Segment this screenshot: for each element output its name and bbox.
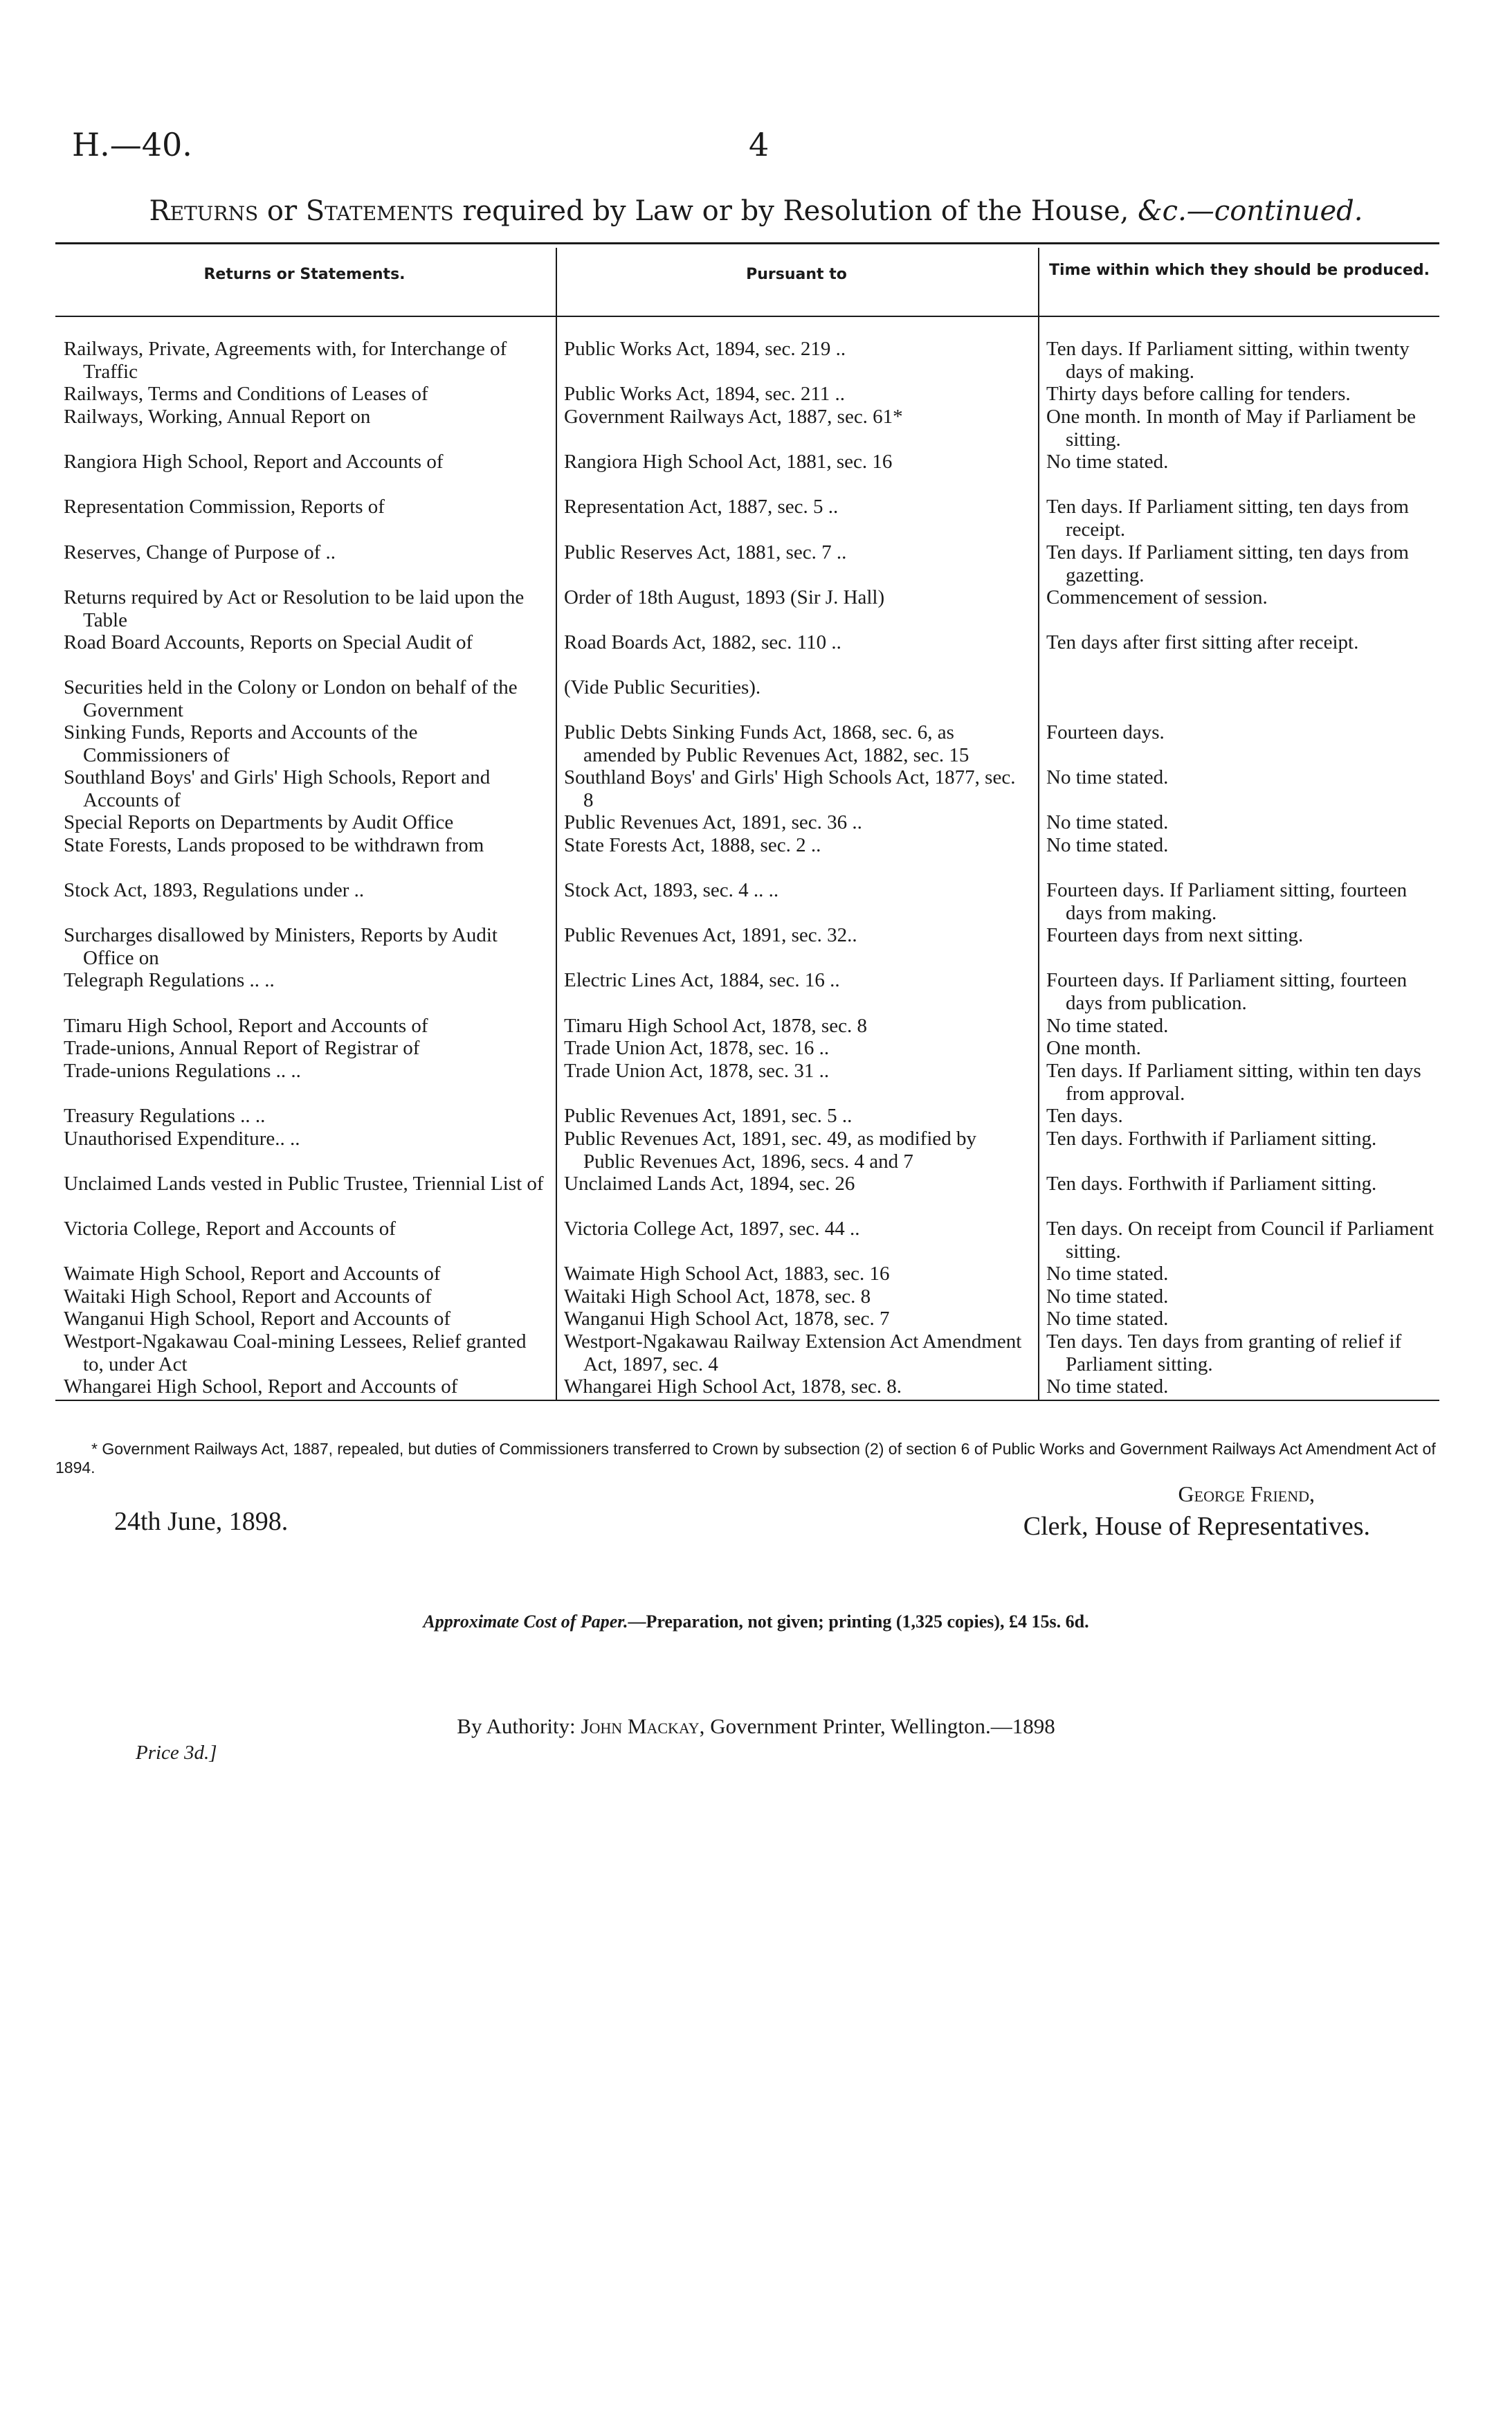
return-cell: Special Reports on Departments by Audit Office — [64, 811, 454, 833]
pursuant-cell: Unclaimed Lands Act, 1894, sec. 26 — [564, 1173, 855, 1195]
time-cell: Ten days. On receipt from Council if Parliament sitting. — [1046, 1218, 1434, 1263]
return-cell: Railways, Working, Annual Report on — [64, 406, 371, 428]
return-cell: Unauthorised Expenditure.. .. — [64, 1128, 300, 1150]
time-cell: Ten days after first sitting after receipt. — [1046, 631, 1359, 653]
return-cell: Reserves, Change of Purpose of .. — [64, 541, 336, 563]
pursuant-cell: Trade Union Act, 1878, sec. 16 .. — [564, 1037, 830, 1059]
title-word-or: or — [266, 195, 298, 227]
return-cell: Treasury Regulations .. .. — [64, 1105, 266, 1127]
pursuant-cell: Whangarei High School Act, 1878, sec. 8. — [564, 1375, 902, 1398]
time-cell: Thirty days before calling for tenders. — [1046, 383, 1351, 405]
pursuant-cell: Road Boards Act, 1882, sec. 110 .. — [564, 631, 841, 653]
time-cell: No time stated. — [1046, 1285, 1169, 1308]
time-cell: No time stated. — [1046, 766, 1169, 788]
time-cell: Fourteen days from next sitting. — [1046, 924, 1304, 946]
time-cell: Ten days. If Parliament sitting, within ten days from approval. — [1046, 1060, 1421, 1105]
pursuant-cell: Public Works Act, 1894, sec. 211 .. — [564, 383, 846, 405]
signer-name: George Friend, — [1178, 1481, 1315, 1506]
return-cell: Surcharges disallowed by Ministers, Reports by Audit Office on — [64, 924, 498, 969]
time-cell: One month. In month of May if Parliament be sitting. — [1046, 406, 1416, 451]
time-cell: Ten days. If Parliament sitting, within twenty days of making. — [1046, 338, 1410, 383]
time-cell: Ten days. Forthwith if Parliament sitting. — [1046, 1173, 1377, 1195]
imprint — [0, 1714, 1512, 1739]
pursuant-cell: Wanganui High School Act, 1878, sec. 7 — [564, 1308, 890, 1330]
column-divider-2 — [1038, 248, 1039, 1400]
pursuant-cell: State Forests Act, 1888, sec. 2 .. — [564, 834, 821, 856]
pursuant-cell: Public Works Act, 1894, sec. 219 .. — [564, 338, 846, 360]
table-header-rule — [55, 316, 1439, 317]
signature-block — [969, 1481, 1370, 1542]
return-cell: Railways, Private, Agreements with, for Interchange of Traffic — [64, 338, 507, 383]
table-top-rule — [55, 242, 1439, 244]
time-cell: Ten days. If Parliament sitting, ten days from gazetting. — [1046, 541, 1409, 586]
time-cell: No time stated. — [1046, 1015, 1169, 1037]
time-cell: No time stated. — [1046, 1375, 1169, 1398]
column-header-time: Time within which they should be produced. — [1049, 262, 1430, 279]
return-cell: Unclaimed Lands vested in Public Trustee, Triennial List of — [64, 1173, 544, 1195]
time-cell: No time stated. — [1046, 811, 1169, 833]
pursuant-cell: Waimate High School Act, 1883, sec. 16 — [564, 1263, 890, 1285]
return-cell: Waitaki High School, Report and Accounts of — [64, 1285, 432, 1308]
table-bottom-rule — [55, 1400, 1439, 1401]
cost-label: Approximate Cost of Paper. — [423, 1611, 628, 1632]
return-cell: State Forests, Lands proposed to be withdrawn from — [64, 834, 484, 856]
title-continued: &c.—continued. — [1138, 195, 1363, 227]
pursuant-cell: Public Revenues Act, 1891, sec. 36 .. — [564, 811, 862, 833]
time-cell: Ten days. If Parliament sitting, ten days from receipt. — [1046, 496, 1409, 541]
time-cell: No time stated. — [1046, 451, 1169, 473]
page-number: 4 — [749, 126, 769, 163]
column-divider-1 — [556, 248, 557, 1400]
return-cell: Returns required by Act or Resolution to be laid upon the Table — [64, 586, 525, 631]
time-cell: Fourteen days. — [1046, 721, 1165, 743]
return-cell: Whangarei High School, Report and Accounts of — [64, 1375, 458, 1398]
column-header-pursuant: Pursuant to — [746, 266, 847, 283]
page-title — [0, 195, 1512, 227]
document-reference: H.—40. — [72, 126, 192, 163]
pursuant-cell: Waitaki High School Act, 1878, sec. 8 — [564, 1285, 871, 1308]
time-cell: No time stated. — [1046, 834, 1169, 856]
pursuant-cell: Westport-Ngakawau Railway Extension Act Amendment Act, 1897, sec. 4 — [564, 1330, 1022, 1375]
pursuant-cell: (Vide Public Securities). — [564, 676, 761, 698]
pursuant-cell: Government Railways Act, 1887, sec. 61* — [564, 406, 903, 428]
return-cell: Victoria College, Report and Accounts of — [64, 1218, 396, 1240]
time-cell: Fourteen days. If Parliament sitting, fourteen days from making. — [1046, 879, 1408, 924]
return-cell: Timaru High School, Report and Accounts of — [64, 1015, 428, 1037]
return-cell: Stock Act, 1893, Regulations under .. — [64, 879, 365, 901]
pursuant-cell: Public Reserves Act, 1881, sec. 7 .. — [564, 541, 847, 563]
time-cell: No time stated. — [1046, 1308, 1169, 1330]
price: Price 3d.] — [136, 1742, 217, 1764]
time-cell: No time stated. — [1046, 1263, 1169, 1285]
return-cell: Trade-unions Regulations .. .. — [64, 1060, 301, 1082]
pursuant-cell: Rangiora High School Act, 1881, sec. 16 — [564, 451, 893, 473]
return-cell: Telegraph Regulations .. .. — [64, 969, 275, 991]
time-cell: Fourteen days. If Parliament sitting, fourteen days from publication. — [1046, 969, 1408, 1014]
pursuant-cell: Stock Act, 1893, sec. 4 .. .. — [564, 879, 779, 901]
return-cell: Trade-unions, Annual Report of Registrar of — [64, 1037, 420, 1059]
time-cell: Ten days. — [1046, 1105, 1123, 1127]
title-word-returns: Returns — [149, 195, 259, 227]
pursuant-cell: Public Revenues Act, 1891, sec. 5 .. — [564, 1105, 853, 1127]
time-cell: Commencement of session. — [1046, 586, 1268, 608]
return-cell: Wanganui High School, Report and Accounts of — [64, 1308, 451, 1330]
return-cell: Westport-Ngakawau Coal-mining Lessees, Relief granted to, under Act — [64, 1330, 527, 1375]
return-cell: Rangiora High School, Report and Accounts of — [64, 451, 444, 473]
signer-office: Clerk, House of Representatives. — [1023, 1512, 1370, 1541]
time-cell: One month. — [1046, 1037, 1141, 1059]
pursuant-cell: Public Revenues Act, 1891, sec. 49, as modified by Public Revenues Act, 1896, secs. 4 and 7 — [564, 1128, 977, 1173]
pursuant-cell: Trade Union Act, 1878, sec. 31 .. — [564, 1060, 830, 1082]
return-cell: Sinking Funds, Reports and Accounts of the Commissioners of — [64, 721, 418, 766]
return-cell: Road Board Accounts, Reports on Special Audit of — [64, 631, 473, 653]
return-cell: Representation Commission, Reports of — [64, 496, 385, 518]
pursuant-cell: Electric Lines Act, 1884, sec. 16 .. — [564, 969, 840, 991]
pursuant-cell: Southland Boys' and Girls' High Schools Act, 1877, sec. 8 — [564, 766, 1016, 811]
signature-date: 24th June, 1898. — [114, 1507, 289, 1536]
return-cell: Waimate High School, Report and Accounts of — [64, 1263, 441, 1285]
time-cell: Ten days. Forthwith if Parliament sitting. — [1046, 1128, 1377, 1150]
pursuant-cell: Representation Act, 1887, sec. 5 .. — [564, 496, 839, 518]
footnote: * Government Railways Act, 1887, repealed, but duties of Commissioners transferred to Crown by subsection (2) of section 6 of Public Works and Government Railways Act Amendment Act of 1894. — [55, 1440, 1436, 1477]
pursuant-cell: Order of 18th August, 1893 (Sir J. Hall) — [564, 586, 885, 608]
return-cell: Railways, Terms and Conditions of Leases of — [64, 383, 428, 405]
pursuant-cell: Public Debts Sinking Funds Act, 1868, sec. 6, as amended by Public Revenues Act, 1882, sec. 15 — [564, 721, 969, 766]
return-cell: Securities held in the Colony or London on behalf of the Government — [64, 676, 518, 721]
time-cell: Ten days. Ten days from granting of relief if Parliament sitting. — [1046, 1330, 1402, 1375]
imprint-suffix: Government Printer, Wellington.—1898 — [710, 1714, 1055, 1738]
pursuant-cell: Public Revenues Act, 1891, sec. 32.. — [564, 924, 857, 946]
column-header-returns: Returns or Statements. — [203, 266, 406, 283]
imprint-prefix: By Authority: — [457, 1714, 576, 1738]
pursuant-cell: Victoria College Act, 1897, sec. 44 .. — [564, 1218, 860, 1240]
pursuant-cell: Timaru High School Act, 1878, sec. 8 — [564, 1015, 867, 1037]
approximate-cost — [0, 1611, 1512, 1632]
title-rest: required by Law or by Resolution of the House, — [462, 195, 1129, 227]
cost-text: —Preparation, not given; printing (1,325 copies), £4 15s. 6d. — [628, 1611, 1089, 1632]
title-word-statements: Statements — [305, 195, 454, 227]
return-cell: Southland Boys' and Girls' High Schools, Report and Accounts of — [64, 766, 491, 811]
imprint-printer: John Mackay, — [581, 1714, 705, 1738]
